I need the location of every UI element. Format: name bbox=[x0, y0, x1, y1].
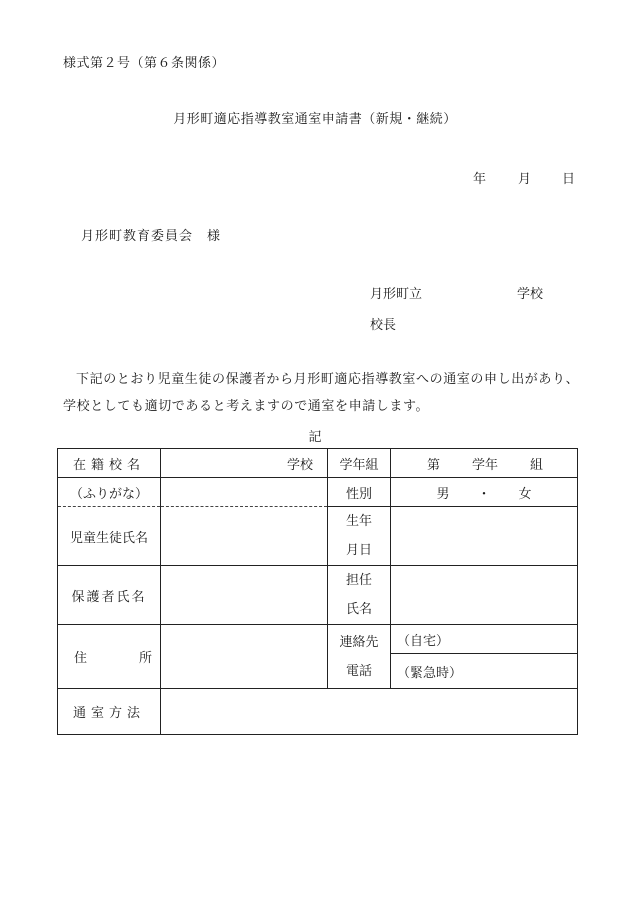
school-name-label: 在籍校名 bbox=[58, 449, 161, 478]
guardian-name-label: 保護者氏名 bbox=[58, 566, 161, 625]
guardian-name-field[interactable] bbox=[161, 566, 328, 625]
sex-field[interactable] bbox=[391, 478, 578, 507]
applicant-principal-label: 校長 bbox=[370, 318, 397, 333]
grade-kumi: 組 bbox=[529, 457, 543, 473]
homeroom-teacher-label bbox=[328, 566, 391, 625]
sex-female: 女 bbox=[518, 486, 532, 502]
dob-label-line2: 月日 bbox=[345, 543, 372, 558]
date-month-label: 月 bbox=[518, 172, 532, 187]
homeroom-teacher-field[interactable] bbox=[391, 566, 578, 625]
contact-phone-label bbox=[328, 625, 391, 689]
address-label-char1: 住 bbox=[74, 651, 88, 666]
school-name-field[interactable] bbox=[161, 449, 328, 478]
address-label-char2: 所 bbox=[138, 651, 152, 666]
student-name-label: 児童生徒氏名 bbox=[58, 507, 161, 566]
table-row bbox=[58, 625, 578, 654]
ki-heading: 記 bbox=[308, 430, 322, 445]
address-field[interactable] bbox=[161, 625, 328, 689]
table-row bbox=[58, 689, 578, 735]
table-row bbox=[58, 507, 578, 566]
dob-label-line1: 生年 bbox=[345, 514, 372, 529]
sex-male: 男 bbox=[436, 486, 450, 502]
document-title: 月形町適応指導教室通室申請書（新規・継続） bbox=[173, 112, 457, 127]
teacher-label-line1: 担任 bbox=[345, 573, 372, 588]
form-number: 様式第２号（第６条関係） bbox=[63, 56, 226, 71]
contact-label-line1: 連絡先 bbox=[339, 634, 379, 650]
furigana-label: （ふりがな） bbox=[58, 478, 161, 507]
applicant-school-suffix: 学校 bbox=[517, 287, 544, 302]
contact-label-line2: 電話 bbox=[345, 663, 372, 679]
teacher-label-line2: 氏名 bbox=[345, 602, 372, 617]
date-year-label: 年 bbox=[473, 172, 487, 187]
date-day-label: 日 bbox=[562, 172, 576, 187]
commute-method-field[interactable] bbox=[161, 689, 578, 735]
table-row bbox=[58, 566, 578, 625]
phone-emergency-field[interactable] bbox=[391, 654, 578, 689]
dob-field[interactable] bbox=[391, 507, 578, 566]
sex-label: 性別 bbox=[328, 478, 391, 507]
commute-method-label: 通室方法 bbox=[58, 689, 161, 735]
address-label bbox=[58, 625, 161, 689]
applicant-school-prefix: 月形町立 bbox=[370, 287, 423, 302]
grade-class-field[interactable] bbox=[391, 449, 578, 478]
body-text: 下記のとおり児童生徒の保護者から月形町適応指導教室への通室の申し出があり、学校としても適切であると考えますので通室を申請します。 bbox=[63, 372, 580, 414]
grade-gakunen: 学年 bbox=[471, 457, 498, 473]
table-row bbox=[58, 449, 578, 478]
application-form-table bbox=[57, 448, 578, 735]
grade-dai: 第 bbox=[427, 457, 441, 473]
student-name-field[interactable] bbox=[161, 507, 328, 566]
table-row bbox=[58, 478, 578, 507]
furigana-field[interactable] bbox=[161, 478, 328, 507]
body-paragraph bbox=[63, 366, 583, 420]
sex-separator: ・ bbox=[477, 486, 491, 502]
school-name-suffix: 学校 bbox=[286, 457, 313, 473]
phone-home-label: （自宅） bbox=[397, 633, 450, 649]
phone-home-field[interactable] bbox=[391, 625, 578, 654]
recipient: 月形町教育委員会 様 bbox=[81, 229, 222, 244]
dob-label bbox=[328, 507, 391, 566]
phone-emergency-label: （緊急時） bbox=[397, 665, 463, 681]
grade-class-label: 学年組 bbox=[328, 449, 391, 478]
